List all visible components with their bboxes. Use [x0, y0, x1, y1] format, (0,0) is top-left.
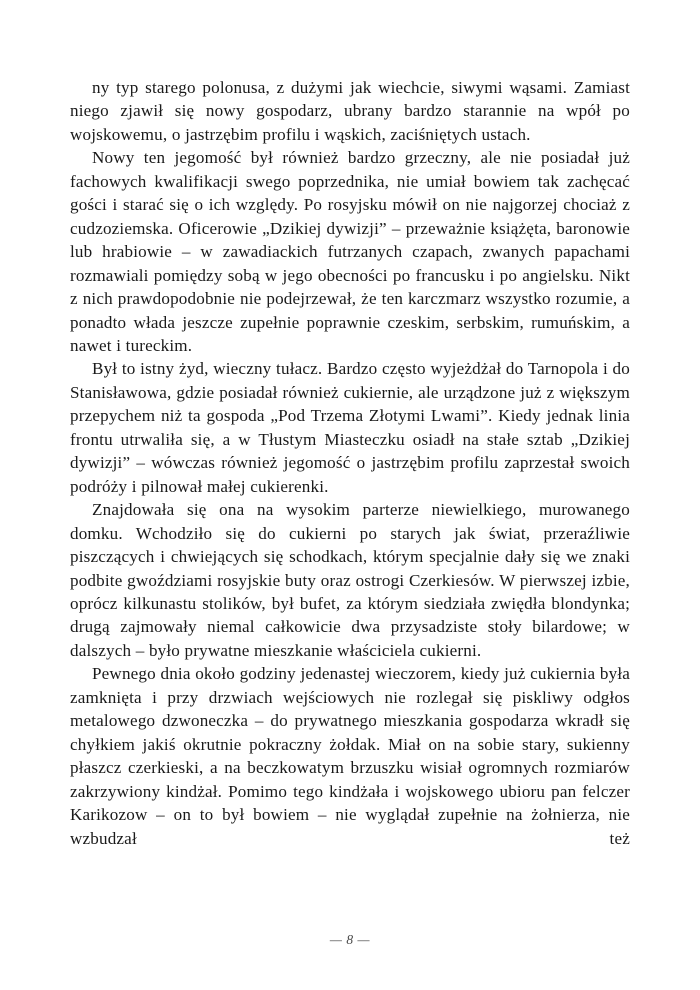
text-column [70, 76, 630, 873]
paragraph: Był to istny żyd, wieczny tułacz. Bardzo często wyjeżdżał do Tarnopola i do Stanisławowa, gdzie posiadał również cukiernie, ale urządzone już z większym przepychem niż ta gospoda „Pod Trzema Złotymi Lwami”. Kiedy jednak linia frontu utrwaliła się, a w Tłustym Miasteczku osiadł na stałe sztab „Dzikiej dywizji” – wówczas również jegomość o jastrzębim profilu zaprzestał swoich podróży i pilnował małej cukierenki. [70, 359, 630, 496]
paragraph: Nowy ten jegomość był również bardzo grzeczny, ale nie posiadał już fachowych kwalifikacji swego poprzednika, nie umiał bowiem tak zachęcać gości i starać się o ich względy. Po rosyjsku mówił on nie najgorzej chociaż z cudzoziemska. Oficerowie „Dzikiej dywizji” – przeważnie książęta, baronowie lub hrabiowie – w zawadiackich futrzanych czapach, zwanych papachami rozmawiali pomiędzy sobą w jego obecności po francusku i po angielsku. Nikt z nich prawdopodobnie nie podejrzewał, że ten karczmarz wszystko rozumie, a ponadto włada jeszcze zupełnie poprawnie czeskim, serbskim, rumuńskim, a nawet i tureckim. [70, 148, 630, 355]
paragraph: Znajdowała się ona na wysokim parterze niewielkiego, murowanego domku. Wchodziło się do cukierni po starych jak świat, przeraźliwie piszczących i chwiejących się schodkach, którym specjalnie dały się we znaki podbite gwoździami rosyjskie buty oraz ostrogi Czerkiesów. W pierwszej izbie, oprócz kilkunastu stolików, był bufet, za którym siedziała zwiędła blondynka; drugą zajmowały niemal całkowicie dwa przysadziste stoły bilardowe; w dalszych – było prywatne mieszkanie właściciela cukierni. [70, 500, 630, 660]
paragraph-continuation: ny typ starego polonusa, z dużymi jak wiechcie, siwymi wąsami. Zamiast niego zjawił się nowy gospodarz, ubrany bardzo starannie na wpół po wojskowemu, o jastrzębim profilu i wąskich, zaciśniętych ustach. [70, 78, 630, 144]
paragraph-runs-onto-next-page: Pewnego dnia około godziny jedenastej wieczorem, kiedy już cukiernia była zamknięta i przy drzwiach wejściowych nie rozlegał się piskliwy odgłos metalowego dzwoneczka – do prywatnego mieszkania gospodarza wkradł się chyłkiem jakiś okrutnie pokraczny żołdak. Miał on na sobie stary, sukienny płaszcz czerkieski, a na beczkowatym brzuszku wisiał ogromnych rozmiarów zakrzywiony kindżał. Pomimo tego kindżała i wojskowego ubioru pan felczer Karikozow – on to był bowiem – nie wyglądał zupełnie na żołnierza, nie wzbudzał też [70, 664, 630, 848]
page-number: — 8 — [329, 932, 371, 947]
